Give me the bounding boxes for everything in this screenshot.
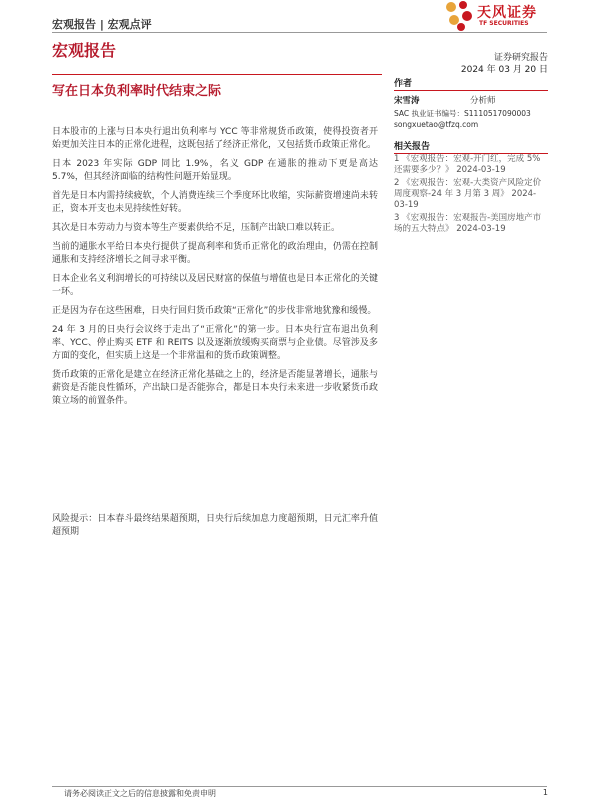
author-role: 分析师 xyxy=(470,96,496,106)
body-paragraph: 其次是日本劳动力与资本等生产要素供给不足，压制产出缺口难以转正。 xyxy=(52,223,341,233)
body-text xyxy=(52,126,378,414)
page-number: 1 xyxy=(542,788,548,797)
body-paragraph: 正是因为存在这些困难，日央行回归货币政策“正常化”的步伐非常地犹豫和缓慢。 xyxy=(52,306,377,316)
author-name: 宋雪涛 xyxy=(394,96,420,106)
body-paragraph: 首先是日本内需持续疲软，个人消费连续三个季度环比收缩，实际薪资增速尚未转正，资本开支也未见持续性好转。 xyxy=(52,191,378,214)
author-license: SAC 执业证书编号：S1110517090003 xyxy=(394,109,531,118)
doc-type: 宏观报告 xyxy=(52,41,117,60)
author-block xyxy=(394,94,548,129)
logo-mark-icon xyxy=(443,0,475,32)
report-title: 写在日本负利率时代结束之际 xyxy=(52,84,222,99)
doc-category: 证券研究报告 xyxy=(493,53,548,63)
body-paragraph: 当前的通胀水平给日本央行提供了提高利率和货币正常化的政治理由，仍需在控制通胀和支持经济增长之间寻求平衡。 xyxy=(52,242,378,265)
footer-notice: 请务必阅读正文之后的信息披露和免责申明 xyxy=(64,789,216,798)
logo-text-en: TF SECURITIES xyxy=(479,20,529,27)
author-email[interactable]: songxuetao@tfzq.com xyxy=(394,120,479,129)
related-heading: 相关报告 xyxy=(394,139,548,154)
related-list xyxy=(394,154,548,237)
company-logo xyxy=(443,0,553,30)
body-paragraph: 24 年 3 月的日央行会议终于走出了“正常化”的第一步。日本央行宣布退出负利率、YCC、停止购买 ETF 和 REITS 以及逐渐放缓购买商票与企业债。尽管涉及多方面的变化，但实质上这是一个非常温和的货币政策调整。 xyxy=(52,325,378,361)
risk-note: 风险提示：日本春斗最终结果超预期，日央行后续加息力度超预期，日元汇率升值超预期 xyxy=(52,514,378,537)
related-item[interactable]: 3 《宏观报告：宏观报告-美国房地产市场的五大特点》 2024-03-19 xyxy=(394,213,542,234)
related-item[interactable]: 1 《宏观报告：宏观-开门红，完成 5% 还需要多少？》 2024-03-19 xyxy=(394,154,541,175)
title-divider xyxy=(52,74,382,75)
body-paragraph: 日本股市的上涨与日本央行退出负利率与 YCC 等非常规货币政策，使得投资者开始更加关注日本的正常化进程，这既包括了经济正常化，又包括货币政策正常化。 xyxy=(52,127,378,150)
body-paragraph: 货币政策的正常化是建立在经济正常化基础之上的，经济是否能显著增长，通胀与薪资是否能良性循环，产出缺口是否能弥合，都是日本央行未来进一步收紧货币政策立场的前置条件。 xyxy=(52,370,378,406)
header-divider xyxy=(52,32,547,33)
author-heading: 作者 xyxy=(394,76,548,91)
related-item[interactable]: 2 《宏观报告：宏观-大类资产风险定价周度观察-24 年 3 月第 3 周》 2024-03-19 xyxy=(394,178,542,210)
logo-text-cn: 天风证券 xyxy=(477,5,537,21)
body-paragraph: 日本企业名义利润增长的可持续以及居民财富的保值与增值也是日本正常化的关键一环。 xyxy=(52,274,378,297)
footer-divider xyxy=(52,786,547,787)
doc-date: 2024 年 03 月 20 日 xyxy=(460,65,548,75)
header-subtitle: 宏观报告 | 宏观点评 xyxy=(52,18,152,31)
body-paragraph: 日本 2023 年实际 GDP 同比 1.9%，名义 GDP 在通胀的推动下更是高达 5.7%，但其经济面临的结构性问题开始显现。 xyxy=(52,159,378,182)
